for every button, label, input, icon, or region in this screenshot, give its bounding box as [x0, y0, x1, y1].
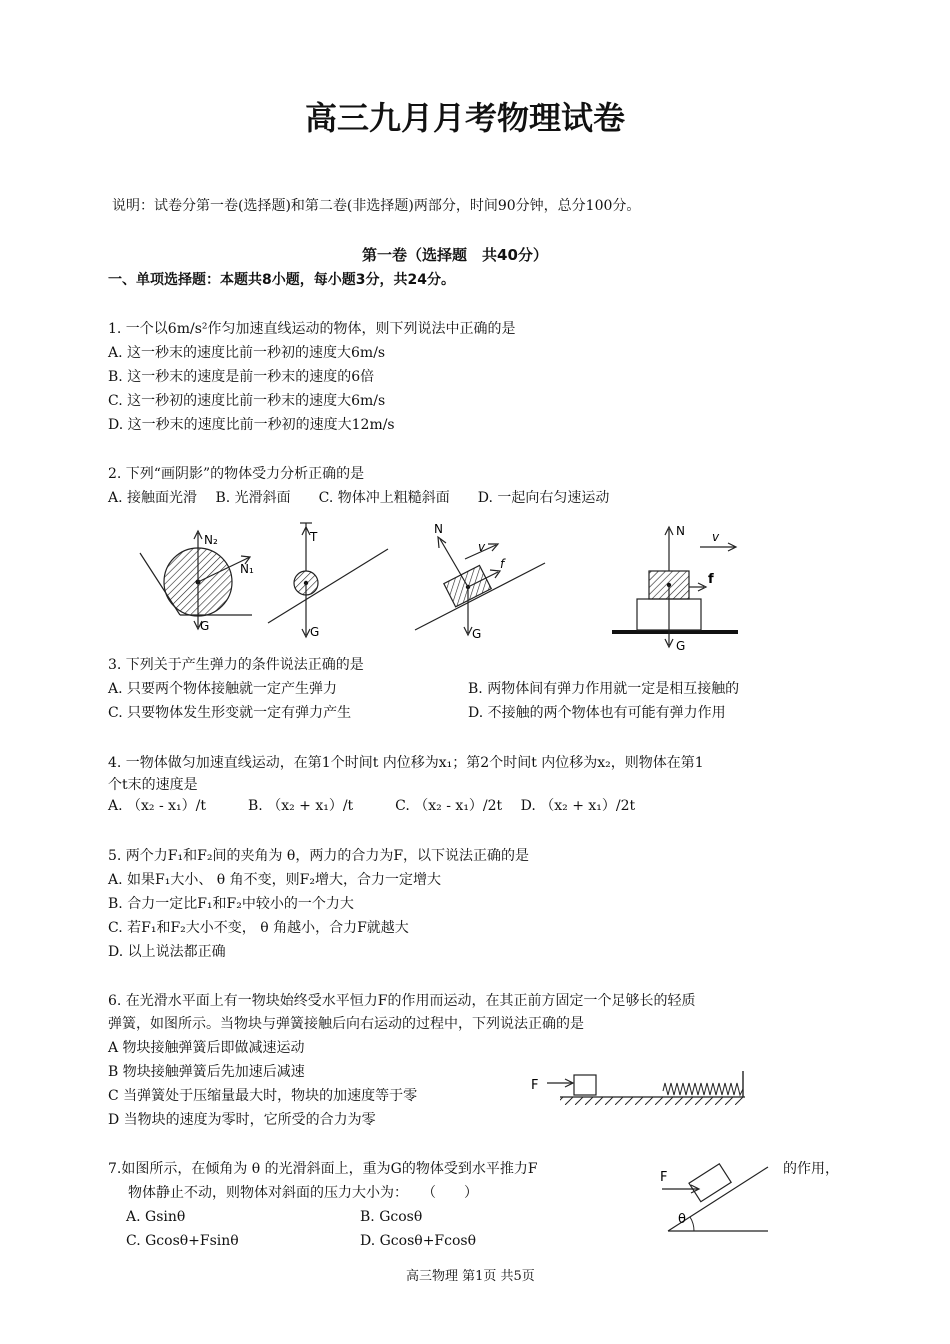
- q1-option-d: D. 这一秒末的速度比前一秒初的速度大12m/s: [108, 417, 395, 433]
- label-n2: N₂: [204, 533, 218, 547]
- q6-spring-figure: [525, 1065, 755, 1115]
- q4-stem-line2: 个t末的速度是: [108, 777, 198, 793]
- label-f-c: f: [500, 557, 505, 571]
- q6-option-d: D 当物块的速度为零时，它所受的合力为零: [108, 1112, 376, 1128]
- q3-option-b: B. 两物体间有弹力作用就一定是相互接触的: [468, 681, 740, 697]
- q7-stem-line1: 7.如图所示，在倾角为 θ 的光滑斜面上，重为G的物体受到水平推力F: [108, 1161, 538, 1177]
- q2-options: A. 接触面光滑 B. 光滑斜面 C. 物体冲上粗糙斜面 D. 一起向右匀速运动: [108, 490, 610, 506]
- q7-label-f: F: [660, 1170, 668, 1185]
- page-title: 高三九月月考物理试卷: [305, 99, 626, 137]
- q5-option-a: A. 如果F₁大小、 θ 角不变，则F₂增大，合力一定增大: [108, 872, 441, 888]
- q2-figure-a: [140, 531, 254, 633]
- q1-stem: 1. 一个以6m/s²作匀加速直线运动的物体，则下列说法中正确的是: [108, 321, 516, 337]
- q5-option-b: B. 合力一定比F₁和F₂中较小的一个力大: [108, 896, 354, 912]
- q5-option-c: C. 若F₁和F₂大小不变， θ 角越小，合力F就越大: [108, 920, 409, 936]
- q4-stem-line1: 4. 一物体做匀加速直线运动，在第1个时间t 内位移为x₁；第2个时间t 内位移为x₂，则物体在第1: [108, 755, 704, 771]
- q7-option-a: A. Gsinθ: [126, 1209, 186, 1225]
- q7-stem-line2: 物体静止不动，则物体对斜面的压力大小为： （ ）: [128, 1185, 478, 1201]
- label-f-d: f: [708, 572, 714, 587]
- q1-option-c: C. 这一秒初的速度比前一秒末的速度大6m/s: [108, 393, 386, 409]
- label-g-d: G: [676, 639, 686, 653]
- label-v-c: v: [478, 540, 486, 554]
- q3-stem: 3. 下列关于产生弹力的条件说法正确的是: [108, 657, 364, 673]
- q3-option-d: D. 不接触的两个物体也有可能有弹力作用: [468, 705, 726, 721]
- page-footer: 高三物理 第1页 共5页: [406, 1269, 535, 1284]
- label-n-d: N: [676, 524, 685, 538]
- q4-options: A. （x₂ - x₁）/t B. （x₂ + x₁）/t C. （x₂ - x₁）/2t D. （x₂ + x₁）/2t: [108, 798, 636, 814]
- label-g-b: G: [310, 625, 320, 639]
- part1-title: 第一卷（选择题 共40分）: [362, 246, 548, 264]
- label-n-c: N: [434, 522, 443, 536]
- q2-stem: 2. 下列“画阴影”的物体受力分析正确的是: [108, 466, 365, 482]
- exam-note: 说明：试卷分第一卷(选择题)和第二卷(非选择题)两部分，时间90分钟，总分100分。: [112, 198, 641, 214]
- label-g-a: G: [200, 619, 210, 633]
- q6-option-b: B 物块接触弹簧后先加速后减速: [108, 1064, 305, 1080]
- q6-label-f: F: [531, 1078, 539, 1093]
- q2-figure-d: [612, 524, 738, 653]
- q7-label-theta: θ: [678, 1212, 686, 1227]
- label-t: T: [310, 530, 318, 544]
- q3-option-c: C. 只要物体发生形变就一定有弹力产生: [108, 705, 352, 721]
- q2-figure-b: [268, 523, 388, 639]
- q3-option-a: A. 只要两个物体接触就一定产生弹力: [108, 681, 338, 697]
- q1-option-b: B. 这一秒末的速度是前一秒末的速度的6倍: [108, 369, 375, 385]
- label-g-c: G: [472, 627, 482, 641]
- q5-stem: 5. 两个力F₁和F₂间的夹角为 θ，两力的合力为F，以下说法正确的是: [108, 848, 530, 864]
- q5-option-d: D. 以上说法都正确: [108, 944, 226, 960]
- q2-figure-c: [415, 522, 545, 641]
- q7-option-c: C. Gcosθ+Fsinθ: [126, 1233, 239, 1249]
- q1-option-a: A. 这一秒末的速度比前一秒初的速度大6m/s: [108, 345, 386, 361]
- q2-figures: [0, 515, 950, 675]
- label-n1: N₁: [240, 562, 254, 576]
- q6-stem-line2: 弹簧，如图所示。当物块与弹簧接触后向右运动的过程中，下列说法正确的是: [108, 1016, 584, 1032]
- q7-option-d: D. Gcosθ+Fcosθ: [360, 1233, 477, 1249]
- section1-title: 一、单项选择题：本题共8小题，每小题3分，共24分。: [108, 272, 455, 288]
- q6-stem-line1: 6. 在光滑水平面上有一物块始终受水平恒力F的作用而运动，在其正前方固定一个足够长的轻质: [108, 993, 696, 1009]
- q7-stem-line1-end: 的作用，: [783, 1161, 839, 1177]
- q7-option-b: B. Gcosθ: [360, 1209, 423, 1225]
- q6-option-a: A 物块接触弹簧后即做减速运动: [108, 1040, 305, 1056]
- label-v-d: v: [712, 530, 720, 544]
- q6-option-c: C 当弹簧处于压缩量最大时，物块的加速度等于零: [108, 1088, 418, 1104]
- q7-incline-figure: [650, 1155, 780, 1235]
